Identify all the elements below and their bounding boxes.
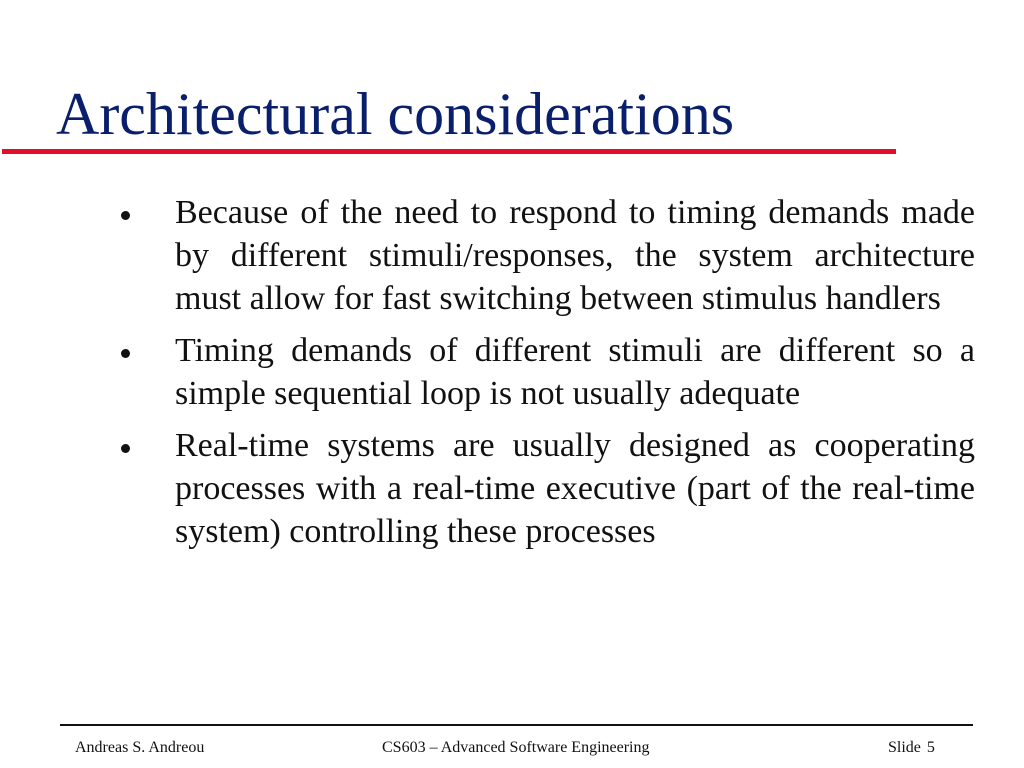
bullet-text: Because of the need to respond to timing demands made by different stimuli/responses, the system architecture must allow for fast switching between stimulus handlers <box>175 194 975 317</box>
slide-title: Architectural considerations <box>56 81 735 147</box>
footer-divider <box>60 724 973 726</box>
bullet-item <box>118 329 975 415</box>
footer-slide-number <box>888 738 935 758</box>
slide-label: Slide <box>888 739 921 756</box>
bullet-list <box>118 191 975 562</box>
title-underline <box>2 149 896 154</box>
bullet-icon <box>121 211 130 220</box>
footer-author: Andreas S. Andreou <box>75 739 205 756</box>
bullet-icon <box>121 349 130 358</box>
bullet-item <box>118 191 975 320</box>
footer-course: CS603 – Advanced Software Engineering <box>382 739 650 756</box>
bullet-text: Real-time systems are usually designed as cooperating processes with a real-time executive (part of the real-time system) controlling these processes <box>175 427 975 550</box>
bullet-item <box>118 424 975 553</box>
bullet-icon <box>121 444 130 453</box>
bullet-text: Timing demands of different stimuli are different so a simple sequential loop is not usually adequate <box>175 332 975 412</box>
slide-number: 5 <box>926 739 935 756</box>
